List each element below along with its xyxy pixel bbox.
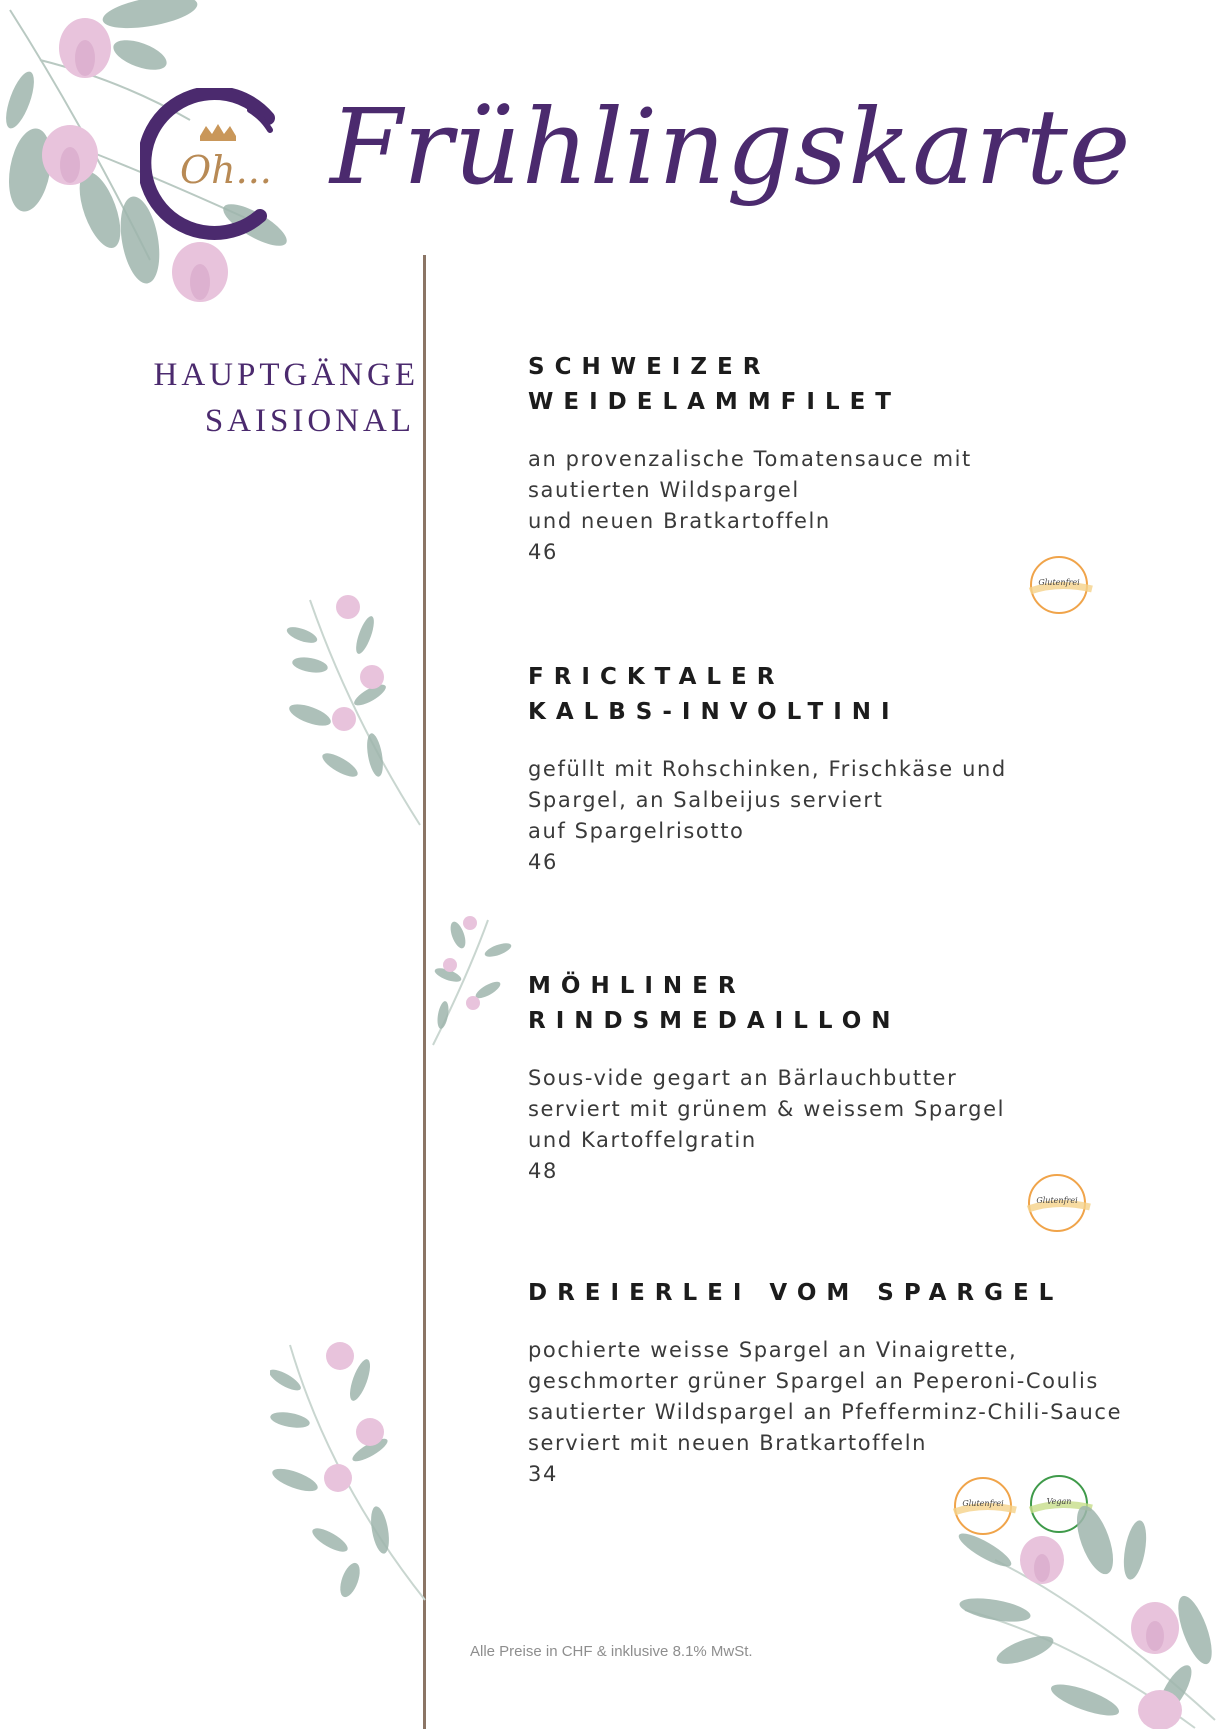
- logo-text: Oh...: [180, 148, 272, 192]
- dish-price: 46: [528, 850, 558, 874]
- dish-name-line2: WEIDELAMMFILET: [528, 389, 901, 415]
- dish-name-line1: DREIERLEI VOM SPARGEL: [528, 1280, 1064, 1306]
- dish-description-line: serviert mit neuen Bratkartoffeln: [528, 1431, 928, 1455]
- dish-description-line: sautierten Wildspargel: [528, 478, 800, 502]
- dish-description-line: serviert mit grünem & weissem Spargel: [528, 1097, 1006, 1121]
- glutenfrei-label: Glutenfrei: [1036, 1196, 1078, 1205]
- dish-name-line2: KALBS-INVOLTINI: [528, 699, 900, 725]
- floral-decoration-left-lower: [270, 1340, 430, 1610]
- dish-description-line: und neuen Bratkartoffeln: [528, 509, 831, 533]
- dish-description-line: geschmorter grüner Spargel an Peperoni-Coulis: [528, 1369, 1099, 1393]
- menu-item: [528, 969, 1188, 1187]
- dish-name-line1: FRICKTALER: [528, 664, 785, 690]
- dish-description-line: sautierter Wildspargel an Pfefferminz-Chili-Sauce: [528, 1400, 1123, 1424]
- floral-decoration-left-middle: [280, 595, 430, 835]
- vegan-label: Vegan: [1046, 1497, 1072, 1506]
- dish-description-line: Spargel, an Salbeijus serviert: [528, 788, 884, 812]
- dish-description-line: Sous-vide gegart an Bärlauchbutter: [528, 1066, 958, 1090]
- restaurant-logo: [140, 88, 300, 248]
- dish-description-line: gefüllt mit Rohschinken, Frischkäse und: [528, 757, 1007, 781]
- dish-price: 46: [528, 540, 558, 564]
- dish-price: 48: [528, 1159, 558, 1183]
- dish-description-line: an provenzalische Tomatensauce mit: [528, 447, 972, 471]
- dish-description: [528, 444, 1188, 537]
- dish-name-line1: MÖHLINER: [528, 973, 746, 999]
- menu-item: [528, 1276, 1188, 1490]
- dish-description-line: pochierte weisse Spargel an Vinaigrette,: [528, 1338, 1018, 1362]
- dish-name-line1: SCHWEIZER: [528, 354, 771, 380]
- dish-description-line: und Kartoffelgratin: [528, 1128, 757, 1152]
- price-note: Alle Preise in CHF & inklusive 8.1% MwSt.: [470, 1643, 753, 1660]
- glutenfrei-label: Glutenfrei: [962, 1499, 1004, 1508]
- dish-description: [528, 754, 1188, 847]
- section-title-line1: HAUPTGÄNGE: [153, 357, 419, 393]
- menu-item: [528, 660, 1188, 878]
- section-title-line2: SAISIONAL: [204, 403, 415, 439]
- floral-decoration-bottom-right: [955, 1500, 1222, 1729]
- glutenfrei-badge: [1024, 553, 1094, 617]
- glutenfrei-badge: [1022, 1171, 1092, 1235]
- dish-description: [528, 1063, 1188, 1156]
- dish-description-line: auf Spargelrisotto: [528, 819, 745, 843]
- glutenfrei-label: Glutenfrei: [1038, 578, 1080, 587]
- dish-price: 34: [528, 1462, 558, 1486]
- dish-description: [528, 1335, 1188, 1459]
- dish-name-line2: RINDSMEDAILLON: [528, 1008, 901, 1034]
- page-title: Frühlingskarte: [330, 86, 1132, 208]
- menu-item: [528, 350, 1188, 568]
- floral-decoration-center: [428, 915, 518, 1055]
